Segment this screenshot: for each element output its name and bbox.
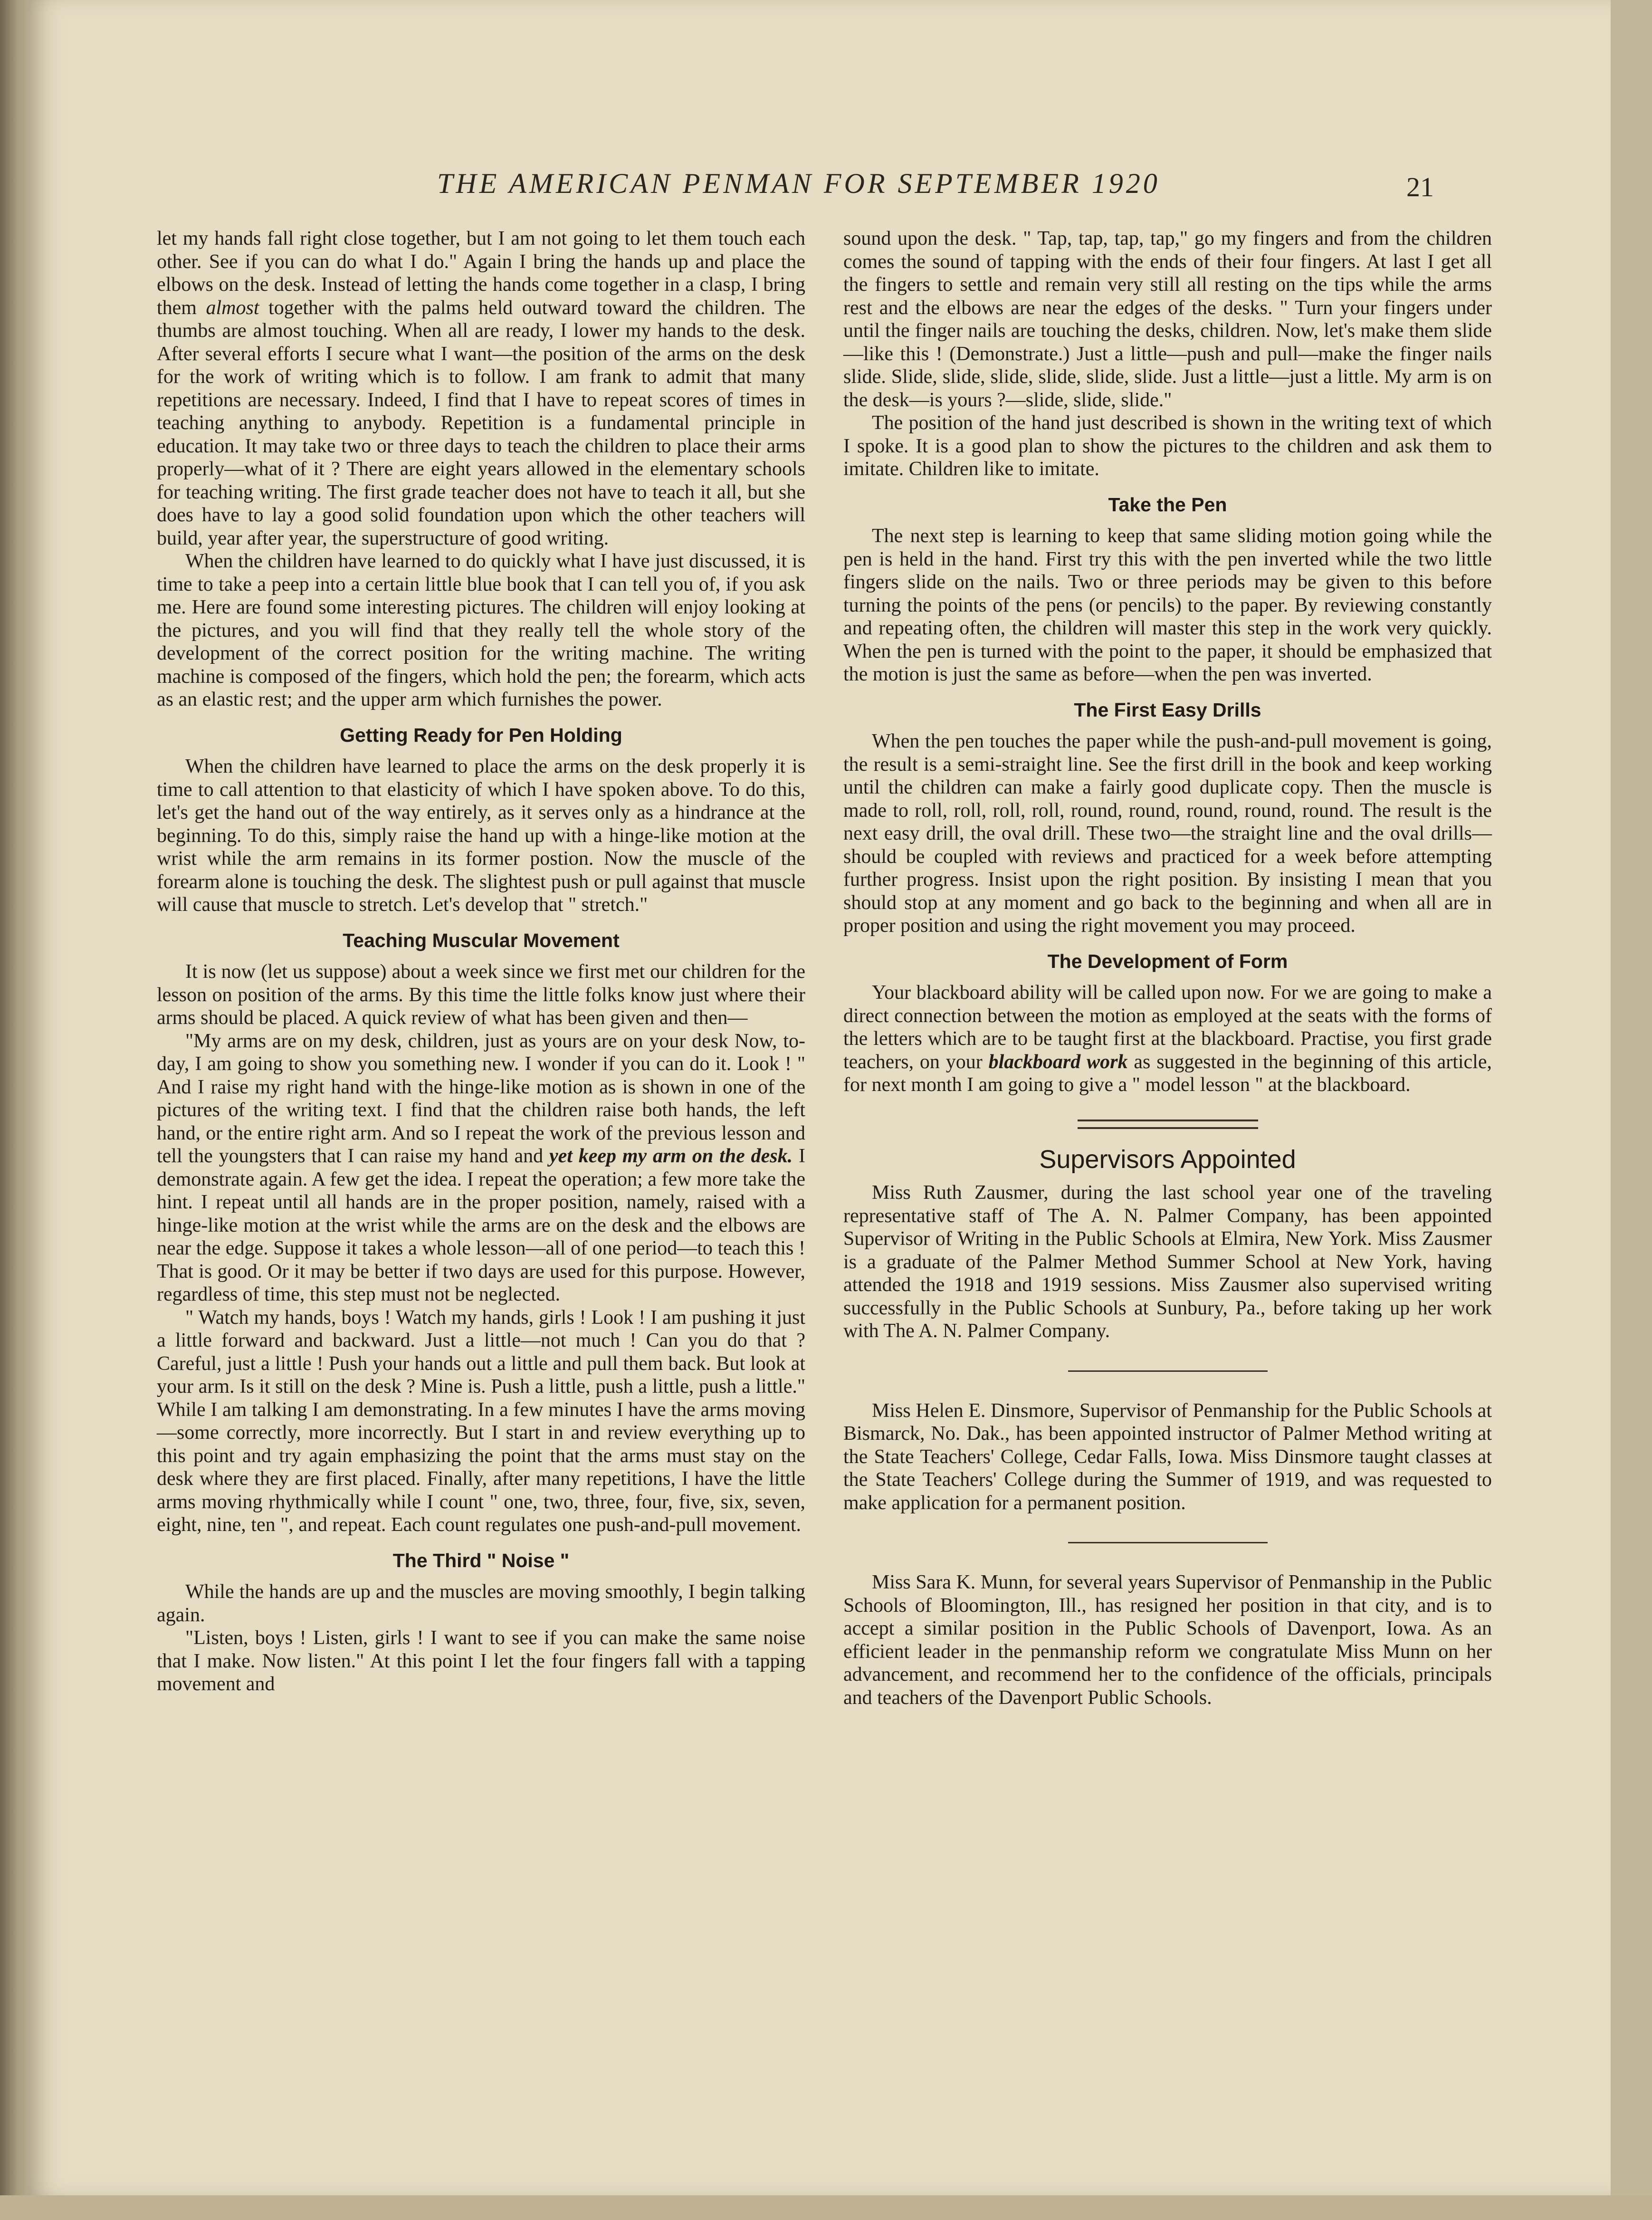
section-heading-pen-holding: Getting Ready for Pen Holding xyxy=(340,724,622,746)
paragraph: The position of the hand just described is shown in the writing text of which I spoke. It is a good plan to show the pictures to the children and ask them to imitate. Children like to imitate. xyxy=(843,412,1492,480)
running-header: THE AMERICAN PENMAN FOR SEPTEMBER 1920 xyxy=(437,168,1160,199)
paragraph: "Listen, boys ! Listen, girls ! I want to see if you can make the same noise that I make. Now listen." At this point I let the four fingers fall with a tapping movement and xyxy=(157,1627,805,1695)
section-heading-third-noise: The Third " Noise " xyxy=(392,1549,570,1571)
emphasis: blackboard work xyxy=(988,1051,1128,1073)
page-edge-right xyxy=(1611,0,1652,2220)
rule-divider xyxy=(1068,1370,1268,1372)
section-heading-development-of-form: The Development of Form xyxy=(1047,950,1288,972)
paragraph: let my hands fall right close together, but I am not going to let them touch each other. See if you can do what I do." Again I bring the hands up and place the elbows on the desk. Instead of letting the hands come together in a clasp, I bring them almost together with the palms held outward toward the children. The thumbs are almost touching. When all are ready, I lower my hands to the desk. After several efforts I secure what I want—the position of the arms on the desk for the work of writing which is to follow. I am frank to admit that many repetitions are necessary. Indeed, I find that I have to repeat scores of times in teaching anything to anybody. Repetition is a fundamental principle in education. It may take two or three days to teach the children to place their arms properly—what of it ? There are eight years allowed in the elementary schools for teaching writing. The first grade teacher does not have to teach it all, but she does have to lay a good solid foundation upon which the other teachers will build, year after year, the superstructure of good writing. xyxy=(157,228,806,549)
page-edge-bottom xyxy=(0,2195,1652,2220)
paragraph: It is now (let us suppose) about a week since we first met our children for the lesson on position of the arms. By this time the little folks know just where their arms should be placed. A quick review of what has been given and then— xyxy=(157,961,805,1029)
section-heading-supervisors: Supervisors Appointed xyxy=(1039,1145,1296,1174)
section-heading-first-drills: The First Easy Drills xyxy=(1074,699,1261,721)
page-number: 21 xyxy=(1406,172,1434,202)
paragraph: When the pen touches the paper while the push-and-pull movement is going, the result is a semi-straight line. See the first drill in the book and keep working until the children can make a fairly good duplicate copy. Then the muscle is made to roll, roll, roll, roll, round, round, round, round, round. The result is the next easy drill, the oval drill. These two—the straight line and the oval drills—should be coupled with reviews and practiced for a week before attempting further progress. Insist upon the right position. By insisting I mean that you should stop at any moment and go back to the beginning and when all are in proper position and using the right movement you may proceed. xyxy=(843,730,1492,937)
paragraph: " Watch my hands, boys ! Watch my hands, girls ! Look ! I am pushing it just a little forward and backward. Just a little—not much ! Can you do that ? Careful, just a little ! Push your hands out a little and pull them back. But look at your arm. Is it still on the desk ? Mine is. Push a little, push a little, push a little." While I am talking I am demonstrating. In a few minutes I have the arms moving—some correctly, more incorrectly. But I start in and review everything up to this point and try again emphasizing the point that the arms must stay on the desk where they are first placed. Finally, after many repetitions, I have the little arms moving rhythmically while I count " one, two, three, four, five, six, seven, eight, nine, ten ", and repeat. Each count regulates one push-and-pull movement. xyxy=(157,1306,805,1536)
section-heading-take-pen: Take the Pen xyxy=(1108,493,1227,516)
paragraph: Your blackboard ability will be called upon now. For we are going to make a direct connection between the motion as employed at the seats with the forms of the letters which are to be taught first at the blackboard. Practise, you first grade teachers, on your blackboard work as suggested in the beginning of this article, for next month I am going to give a " model lesson " at the blackboard. xyxy=(843,982,1492,1096)
paragraph: sound upon the desk. " Tap, tap, tap, tap," go my fingers and from the children comes the sound of tapping with the ends of their four fingers. At last I get all the fingers to settle and remain very still all resting on the tips while the arms rest and the elbows are near the edges of the desks. " Turn your fingers under until the finger nails are touching the desks, children. Now, let's make them slide—like this ! (Demonstrate.) Just a little—push and pull—make the finger nails slide. Slide, slide, slide, slide, slide, slide. Just a little—just a little. My arm is on the desk—is yours ?—slide, slide, slide." xyxy=(843,228,1492,411)
paragraph: When the children have learned to place the arms on the desk properly it is time to call attention to that elasticity of which I have spoken above. To do this, let's get the hand out of the way entirely, as it serves only as a hindrance at the beginning. To do this, simply raise the hand up with a hinge-like motion at the wrist while the arm remains in its former postion. Now the muscle of the forearm alone is touching the desk. The slightest push or pull against that muscle will cause that muscle to stretch. Let's develop that " stretch." xyxy=(157,756,805,916)
paragraph: Miss Helen E. Dinsmore, Supervisor of Penmanship for the Public Schools at Bismarck, No. Dak., has been appointed instructor of Palmer Method writing at the State Teachers' College, Cedar Falls, Iowa. Miss Dinsmore taught classes at the State Teachers' College during the Summer of 1919, and was requested to make application for a permanent position. xyxy=(843,1399,1492,1514)
paragraph: The next step is learning to keep that same sliding motion going while the pen is held in the hand. First try this with the pen inverted while the two little fingers slide on the nails. Two or three periods may be given to this before turning the points of the pens (or pencils) to the paper. By reviewing constantly and repeating often, the children will master this step in the work very quickly. When the pen is turned with the point to the paper, it should be emphasized that the motion is just the same as before—when the pen was inverted. xyxy=(843,525,1492,685)
paragraph: When the children have learned to do quickly what I have just discussed, it is time to take a peep into a certain little blue book that I can tell you of, if you ask me. Here are found some interesting pictures. The children will enjoy looking at the pictures, and you will find that they really tell the whole story of the development of the correct position for the writing machine. The writing machine is composed of the fingers, which hold the pen; the forearm, which acts as an elastic rest; and the upper arm which furnishes the power. xyxy=(157,550,805,710)
left-column xyxy=(157,227,805,2090)
rule-divider xyxy=(1068,1542,1268,1543)
right-column xyxy=(843,227,1492,2109)
double-rule-divider xyxy=(1078,1120,1258,1129)
paragraph: While the hands are up and the muscles are moving smoothly, I begin talking again. xyxy=(157,1581,805,1626)
paragraph: Miss Ruth Zausmer, during the last school year one of the traveling representative staff of The A. N. Palmer Company, has been appointed Supervisor of Writing in the Public Schools at Elmira, New York. Miss Zausmer is a graduate of the Palmer Method Summer School at New York, having attended the 1918 and 1919 sessions. Miss Zausmer also supervised writing successfully in the Public Schools at Sunbury, Pa., before taking up her work with The A. N. Palmer Company. xyxy=(843,1182,1492,1342)
paragraph: Miss Sara K. Munn, for several years Supervisor of Penmanship in the Public Schools of Bloomington, Ill., has resigned her position in that city, and is to accept a similar position in the Public Schools of Davenport, Iowa. As an efficient leader in the penmanship reform we congratulate Miss Munn on her advancement, and recommend her to the confidence of the officials, principals and teachers of the Davenport Public Schools. xyxy=(843,1571,1492,1709)
paragraph: "My arms are on my desk, children, just as yours are on your desk Now, to-day, I am going to show you something new. I wonder if you can do it. Look ! " And I raise my right hand with the hinge-like motion as is shown in one of the pictures of the writing text. I find that the children raise both hands, the left hand, or the entire right arm. And so I repeat the work of the previous lesson and tell the youngsters that I can raise my hand and yet keep my arm on the desk. I demonstrate again. A few get the idea. I repeat the operation; a few more take the hint. I repeat until all hands are in the proper position, namely, raised with a hinge-like motion at the wrist while the arms are on the desk and the elbows are near the edge. Suppose it takes a whole lesson—all of one period—to teach this ! That is good. Or it may be better if two days are used for this purpose. However, regardless of time, this step must not be neglected. xyxy=(157,1030,805,1305)
emphasis: almost xyxy=(206,297,259,319)
section-heading-muscular-movement: Teaching Muscular Movement xyxy=(343,929,620,951)
emphasis: yet keep my arm on the desk. xyxy=(549,1145,793,1167)
